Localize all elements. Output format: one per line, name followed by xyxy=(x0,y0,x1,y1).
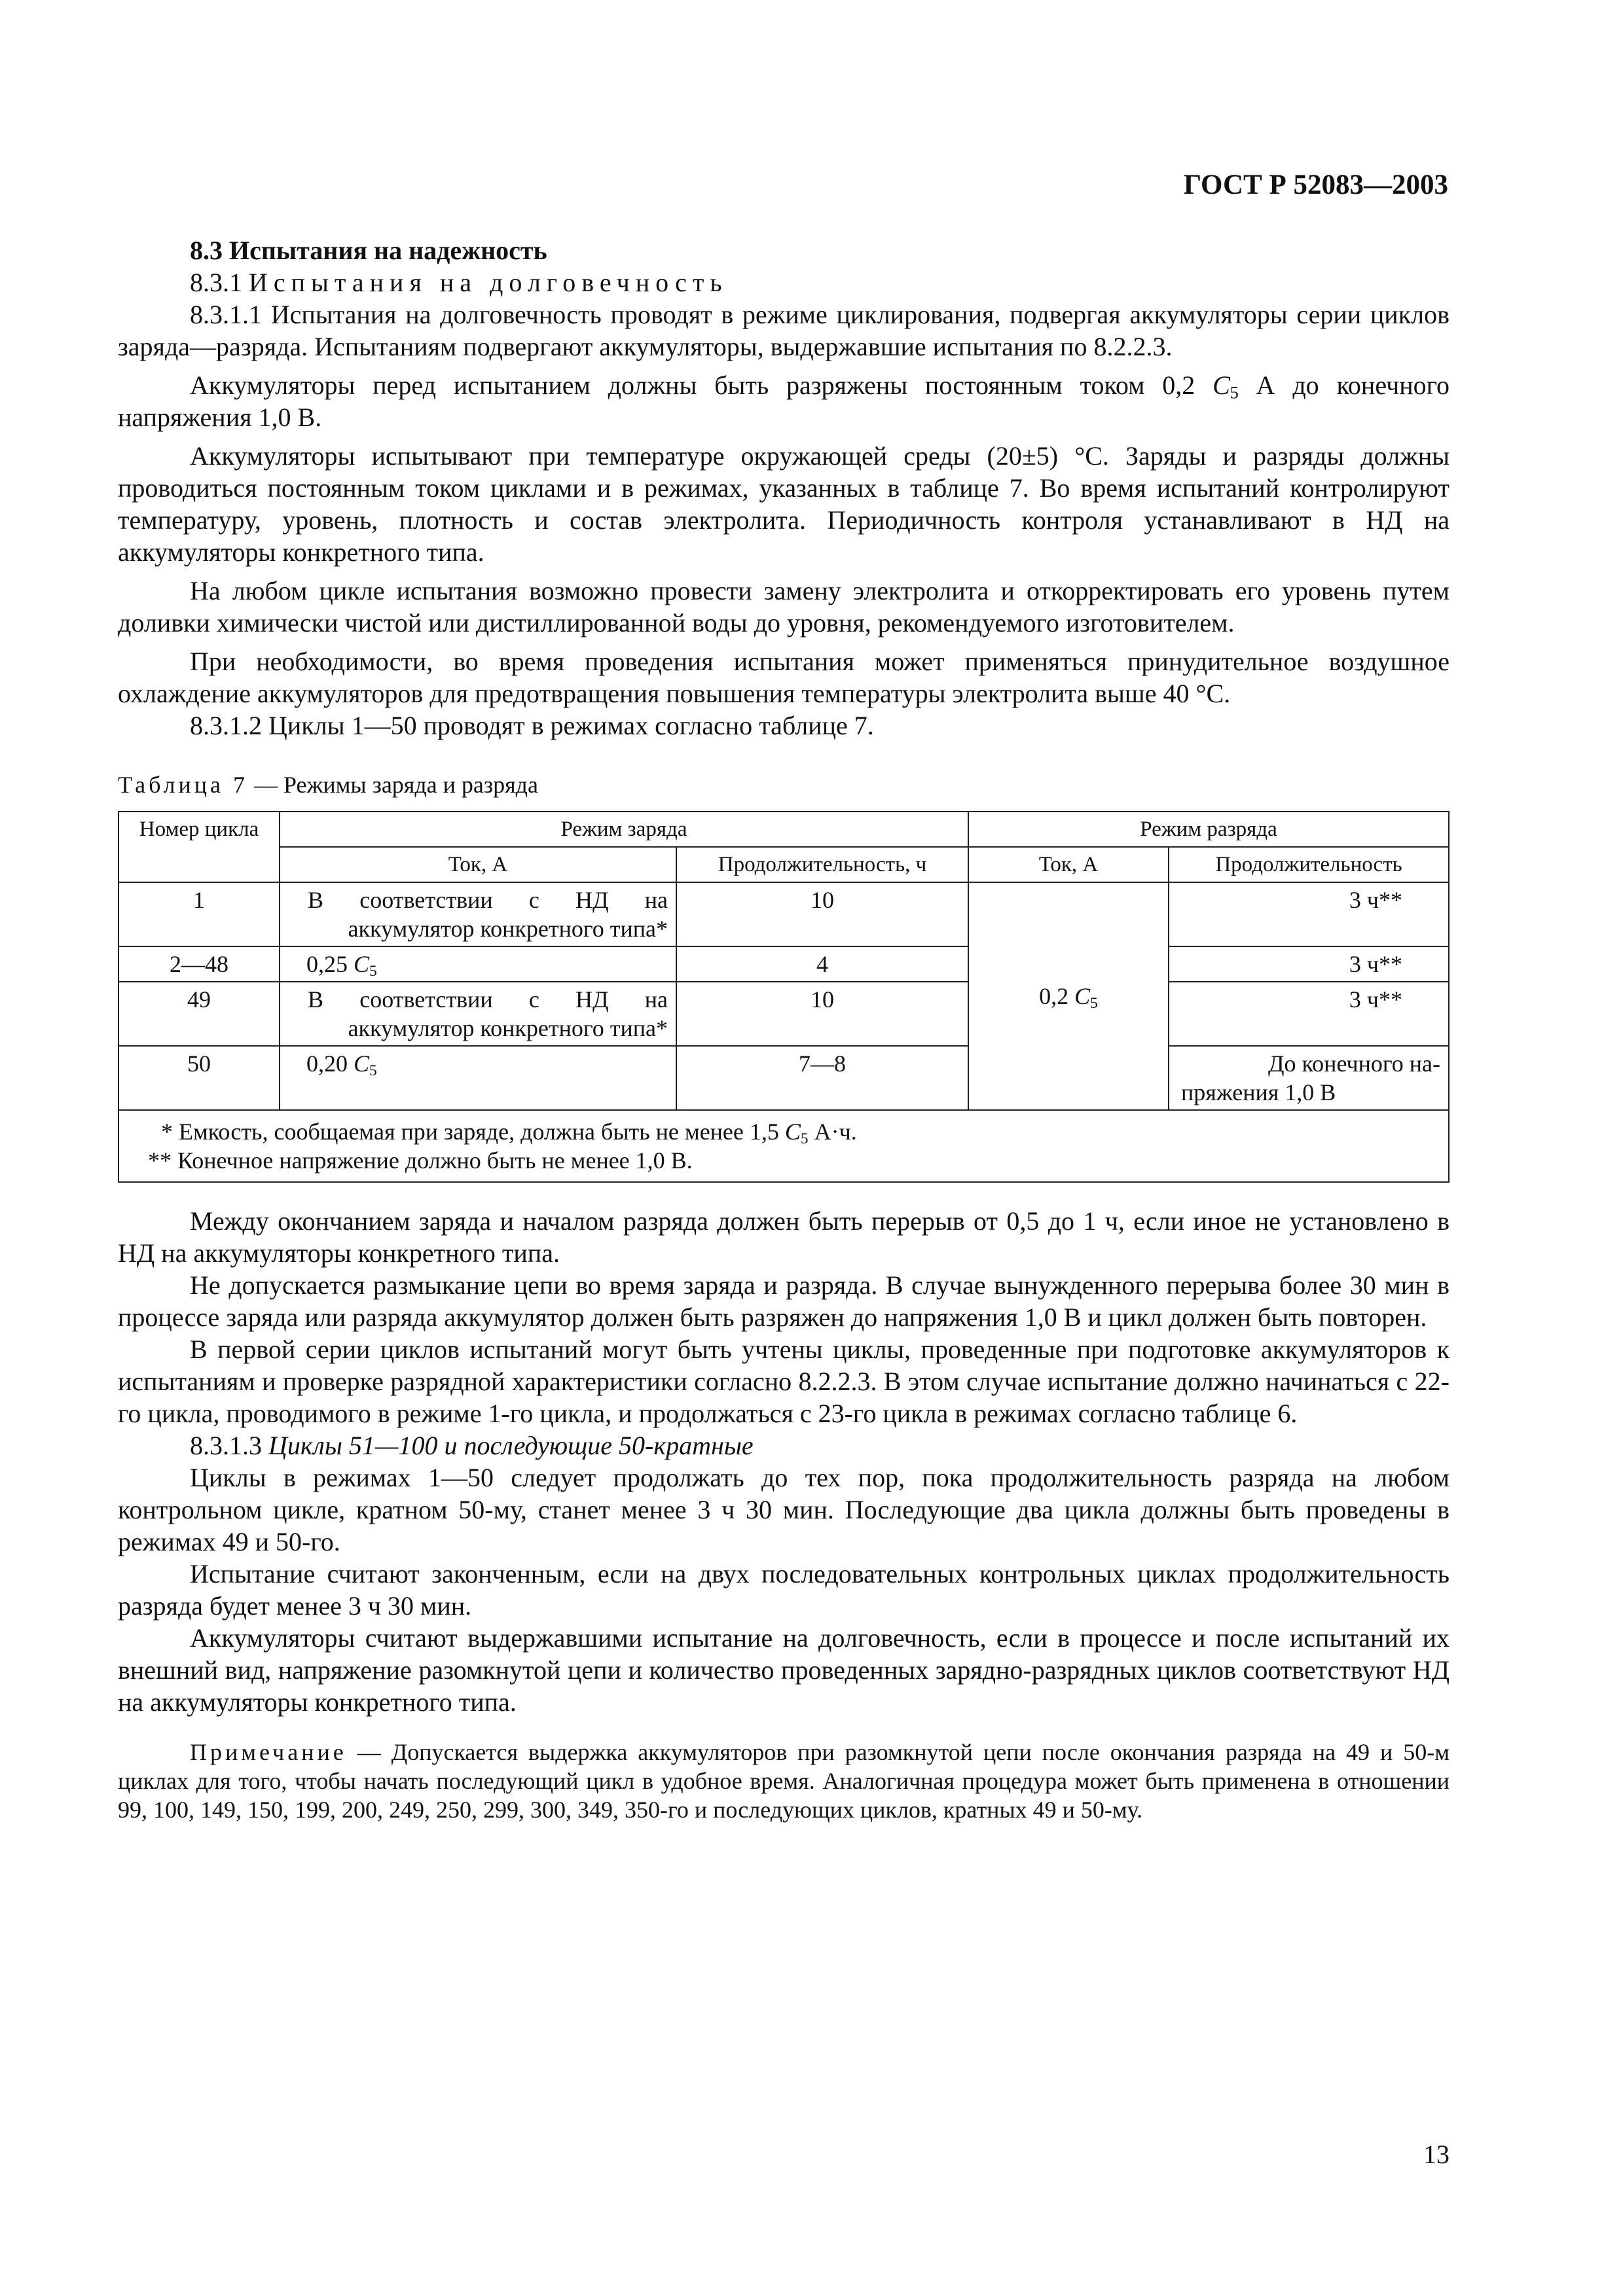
standard-header: ГОСТ Р 52083—2003 xyxy=(1183,170,1448,200)
table-row: 50 0,20 $C_5$ 7—8 До конечного на- пряжения 1,0 В xyxy=(119,1046,1449,1110)
subsection-heading: 8.3.1.3 Циклы 51—100 и последующие 50-кратные xyxy=(190,1431,754,1460)
discharge-current: 0,2 $C_5$ xyxy=(968,882,1169,1110)
table-footnotes xyxy=(119,1110,1449,1182)
paragraph: Аккумуляторы перед испытанием должны быть разряжены постоянным током 0,2 $C_5$ А до конечного напряжения 1,0 В. xyxy=(118,370,1450,432)
header-duration-h: Продолжительность, ч xyxy=(676,847,968,882)
paragraph: Между окончанием заряда и началом разряда должен быть перерыв от 0,5 до 1 ч, если иное не установлено в НД на аккумуляторы конкретного типа. xyxy=(118,1206,1450,1268)
page-content xyxy=(118,234,1450,1824)
table-row: 49 В соответствии с НД на аккумулятор конкретного типа* 10 3 ч** xyxy=(119,982,1449,1046)
paragraph: Аккумуляторы испытывают при температуре окружающей среды (20±5) °С. Заряды и разряды должны проводиться постоянным током циклами и в режимах, указанных в таблице 7. Во время испытаний контролируют температуру, уровень, плотность и состав электролита. Периодичность контроля устанавливают в НД на аккумуляторы конкретного типа. xyxy=(118,441,1450,567)
table-row: 1 В соответствии с НД на аккумулятор конкретного типа* 10 0,2 $C_5$ 3 ч** xyxy=(119,882,1449,946)
paragraph: Циклы в режимах 1—50 следует продолжать до тех пор, пока продолжительность разряда на любом контрольном цикле, кратном 50-му, станет менее 3 ч 30 мин. Последующие два цикла должны быть проведены в режимах 49 и 50-го. xyxy=(118,1463,1450,1556)
footnote: ** Конечное напряжение должно быть не менее 1,0 В. xyxy=(148,1147,693,1174)
note: Примечание — Допускается выдержка аккумуляторов при разомкнутой цепи после окончания разряда на 49 и 50-м циклах для того, чтобы начать последующий цикл в удобное время. Аналогичная процедура может быть применена в отношении 99, 100, 149, 150, 199, 200, 249, 250, 299, 300, 349, 350-го и последующих циклов, кратных 49 и 50-му. xyxy=(118,1739,1450,1823)
page-number: 13 xyxy=(1423,2140,1450,2169)
header-current2: Ток, А xyxy=(968,847,1169,882)
header-cycle: Номер цикла xyxy=(119,812,280,882)
header-charge: Режим заряда xyxy=(280,812,968,847)
subsection-title: 8.3.1 Испытания на долговечность xyxy=(190,268,728,297)
table-caption: Таблица 7 — Режимы заряда и разряда xyxy=(118,772,538,798)
paragraph: На любом цикле испытания возможно провести замену электролита и откорректировать его уровень путем доливки химически чистой или дистиллированной воды до уровня, рекомендуемого изготовителем. xyxy=(118,576,1450,637)
paragraph: При необходимости, во время проведения испытания может применяться принудительное воздушное охлаждение аккумуляторов для предотвращения повышения температуры электролита выше 40 °С. xyxy=(118,647,1450,708)
header-current: Ток, А xyxy=(280,847,676,882)
charge-discharge-table xyxy=(118,811,1450,1183)
paragraph: Испытание считают законченным, если на двух последовательных контрольных циклах продолжительность разряда будет менее 3 ч 30 мин. xyxy=(118,1559,1450,1621)
paragraph: 8.3.1.2 Циклы 1—50 проводят в режимах согласно таблице 7. xyxy=(190,711,874,740)
table-row: 2—48 0,25 $C_5$ 4 3 ч** xyxy=(119,946,1449,982)
header-discharge: Режим разряда xyxy=(968,812,1449,847)
header-duration: Продолжительность xyxy=(1169,847,1449,882)
paragraph: 8.3.1.1 Испытания на долговечность проводят в режиме циклирования, подвергая аккумуляторы серии циклов заряда—разряда. Испытаниям подвергают аккумуляторы, выдержавшие испытания по 8.2.2.3. xyxy=(118,300,1450,361)
section-title: 8.3 Испытания на надежность xyxy=(190,236,547,265)
paragraph: Не допускается размыкание цепи во время заряда и разряда. В случае вынужденного перерыва более 30 мин в процессе заряда или разряда аккумулятор должен быть разряжен до напряжения 1,0 В и цикл должен быть повторен. xyxy=(118,1270,1450,1332)
footnote: * Емкость, сообщаемая при заряде, должна быть не менее 1,5 $C_5$ А·ч. xyxy=(161,1119,857,1147)
paragraph: Аккумуляторы считают выдержавшими испытание на долговечность, если в процессе и после испытаний их внешний вид, напряжение разомкнутой цепи и количество проведенных зарядно-разрядных циклов соответствуют НД на аккумуляторы конкретного типа. xyxy=(118,1623,1450,1717)
paragraph: В первой серии циклов испытаний могут быть учтены циклы, проведенные при подготовке аккумуляторов к испытаниям и проверке разрядной характеристики согласно 8.2.2.3. В этом случае испытание должно начинаться с 22-го цикла, проводимого в режиме 1-го цикла, и продолжаться с 23-го цикла в режимах согласно таблице 6. xyxy=(118,1335,1450,1428)
